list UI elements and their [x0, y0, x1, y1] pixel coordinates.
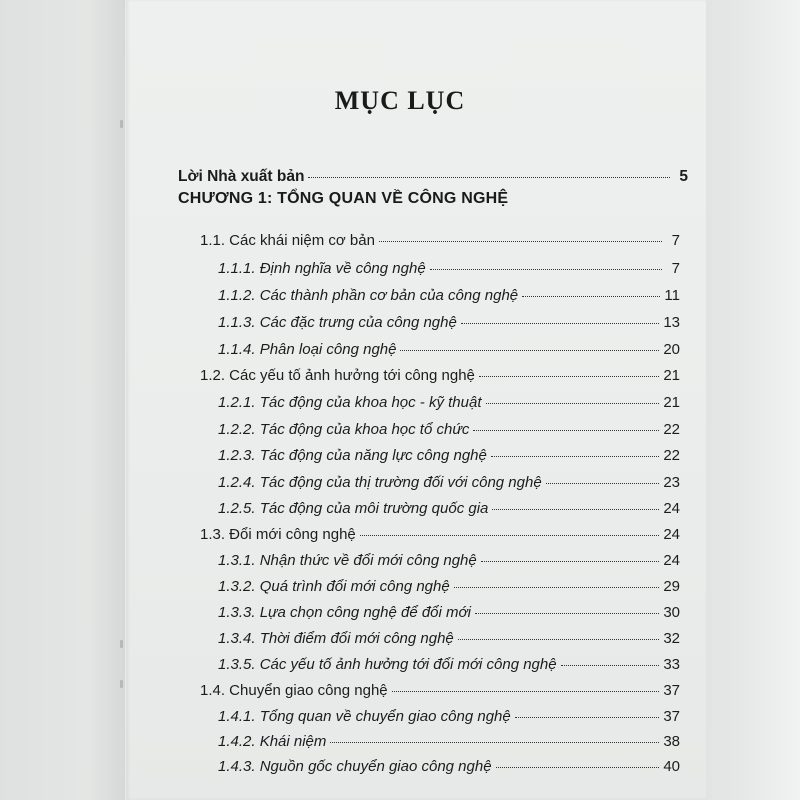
- toc-entry-label: 1.3.5. Các yếu tố ảnh hưởng tới đổi mới công nghệ: [218, 656, 557, 673]
- toc-entry-label: 1.1.4. Phân loại công nghệ: [218, 341, 397, 358]
- leader-dots: [491, 456, 659, 457]
- leader-dots: [486, 403, 660, 404]
- toc-entry-label: 1.3.2. Quá trình đổi mới công nghệ: [218, 578, 450, 595]
- toc-entry-label: 1.4. Chuyển giao công nghệ: [200, 682, 388, 699]
- toc-entry-label: 1.1.3. Các đặc trưng của công nghệ: [218, 314, 457, 331]
- toc-entry: [200, 232, 680, 249]
- toc-entry-page: 21: [663, 394, 680, 411]
- toc-entry-page: 7: [671, 260, 680, 277]
- toc-entry-page: 22: [663, 421, 680, 438]
- toc-entry-page: 5: [679, 168, 688, 185]
- page-title: MỤC LỤC: [334, 86, 466, 115]
- toc-entry-page: 23: [663, 474, 680, 491]
- toc-entry: [218, 394, 680, 411]
- leader-dots: [473, 430, 659, 431]
- leader-dots: [546, 483, 660, 484]
- toc-entry: [218, 260, 680, 277]
- leader-dots: [454, 587, 660, 588]
- toc-entry-label: 1.1.1. Định nghĩa về công nghệ: [218, 260, 426, 277]
- leader-dots: [561, 665, 660, 666]
- leader-dots: [481, 561, 660, 562]
- toc-entry: [178, 168, 688, 186]
- toc-entry-label: 1.3.1. Nhận thức về đổi mới công nghệ: [218, 552, 477, 569]
- chapter-heading: CHƯƠNG 1: TỔNG QUAN VỀ CÔNG NGHỆ: [178, 190, 509, 207]
- toc-entry-label: Lời Nhà xuất bản: [178, 168, 305, 185]
- toc-entry: [218, 287, 680, 304]
- toc-entry-label: 1.2.2. Tác động của khoa học tổ chức: [218, 421, 470, 438]
- toc-entry-label: 1.2.4. Tác động của thị trường đối với công nghệ: [218, 474, 542, 491]
- toc-entry-label: 1.4.3. Nguồn gốc chuyển giao công nghệ: [218, 758, 492, 775]
- toc-entry: [218, 552, 680, 569]
- toc-entry: [200, 526, 680, 543]
- toc-entry: [200, 367, 680, 384]
- toc-entry-page: 22: [663, 447, 680, 464]
- toc-entry: [218, 604, 680, 621]
- toc-entry-label: 1.3.4. Thời điểm đổi mới công nghệ: [218, 630, 454, 647]
- leader-dots: [458, 639, 660, 640]
- leader-dots: [360, 535, 660, 536]
- leader-dots: [379, 241, 662, 242]
- toc-entry-label: 1.2. Các yếu tố ảnh hưởng tới công nghệ: [200, 367, 475, 384]
- leader-dots: [515, 717, 660, 718]
- toc-entry-page: 13: [663, 314, 680, 331]
- leader-dots: [522, 296, 660, 297]
- leader-dots: [430, 269, 662, 270]
- toc-entry: [218, 758, 680, 775]
- toc-entry-label: 1.1.2. Các thành phần cơ bản của công nghệ: [218, 287, 519, 304]
- toc-entry: [218, 314, 680, 331]
- toc-entry: [218, 708, 680, 725]
- toc-entry-label: 1.4.1. Tổng quan về chuyển giao công nghệ: [218, 708, 511, 725]
- toc-entry-page: 37: [663, 682, 680, 699]
- toc-entry: [218, 500, 680, 517]
- toc-entry-label: 1.1. Các khái niệm cơ bản: [200, 232, 375, 249]
- toc-entry-page: 24: [663, 500, 680, 517]
- leader-dots: [461, 323, 659, 324]
- leader-dots: [330, 742, 659, 743]
- toc-entry: [218, 341, 680, 358]
- toc-entry: [218, 630, 680, 647]
- leader-dots: [400, 350, 659, 351]
- toc-entry-page: 24: [663, 526, 680, 543]
- leader-dots: [392, 691, 660, 692]
- leader-dots: [496, 767, 660, 768]
- leader-dots: [492, 509, 659, 510]
- leader-dots: [479, 376, 659, 377]
- toc-entry-page: 30: [663, 604, 680, 621]
- toc-entry-label: 1.3. Đổi mới công nghệ: [200, 526, 356, 543]
- leader-dots: [475, 613, 659, 614]
- toc-entry-page: 24: [663, 552, 680, 569]
- toc-entry-label: 1.2.5. Tác động của môi trường quốc gia: [218, 500, 489, 517]
- toc-entry: [218, 656, 680, 673]
- toc-entry: [218, 733, 680, 750]
- toc-entry-page: 32: [663, 630, 680, 647]
- toc-entry-page: 40: [663, 758, 680, 775]
- toc-entry: [218, 474, 680, 491]
- toc-entry-label: 1.3.3. Lựa chọn công nghệ để đổi mới: [218, 604, 471, 621]
- toc-entry-page: 11: [664, 287, 680, 304]
- toc-entry-page: 33: [663, 656, 680, 673]
- toc-entry-page: 29: [663, 578, 680, 595]
- toc-entry-page: 38: [663, 733, 680, 750]
- toc-entry: [218, 421, 680, 438]
- toc-entry-label: 1.4.2. Khái niệm: [218, 733, 327, 750]
- toc-entry-label: 1.2.3. Tác động của năng lực công nghệ: [218, 447, 487, 464]
- toc-entry-page: 37: [663, 708, 680, 725]
- toc-entry: [218, 578, 680, 595]
- toc-entry: [218, 447, 680, 464]
- toc-entry: [200, 682, 680, 699]
- toc-entry-page: 20: [663, 341, 680, 358]
- toc-entry-label: 1.2.1. Tác động của khoa học - kỹ thuật: [218, 394, 482, 411]
- toc-entry-page: 21: [663, 367, 680, 384]
- leader-dots: [308, 177, 670, 178]
- toc-entry-page: 7: [671, 232, 680, 249]
